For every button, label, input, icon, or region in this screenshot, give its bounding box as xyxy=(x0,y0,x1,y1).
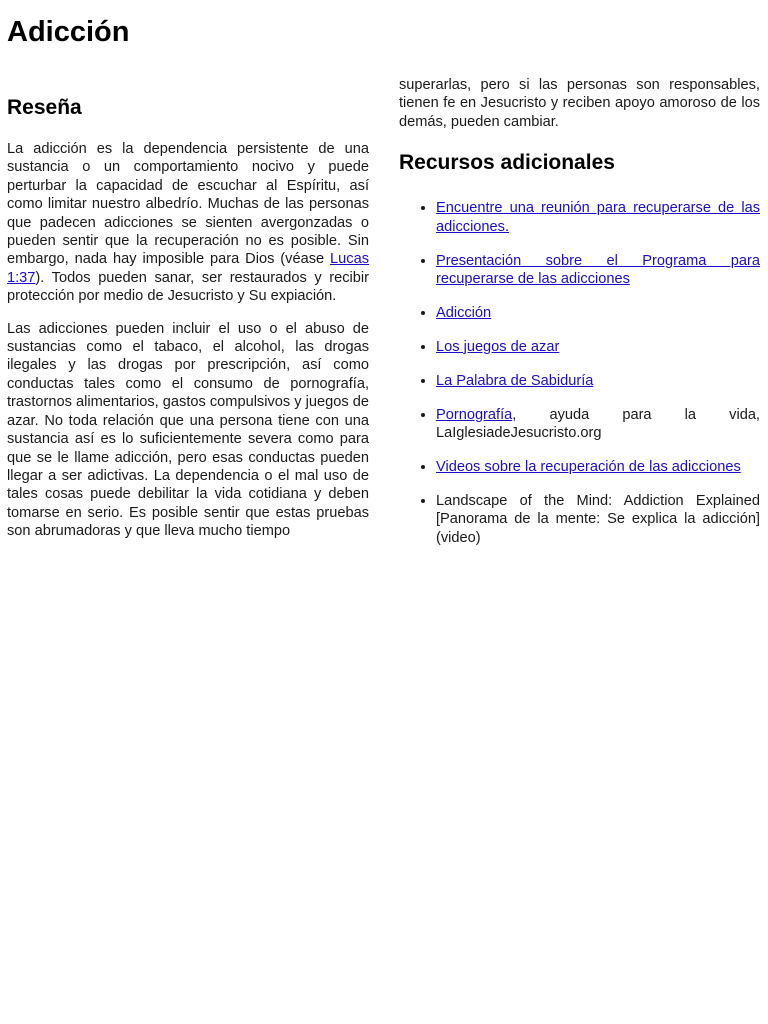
resource-link-program-presentation[interactable]: Presentación sobre el Programa para recuperarse de las adicciones xyxy=(436,252,760,287)
overview-heading: Reseña xyxy=(7,96,82,119)
scripture-link-lucas-1-37[interactable]: Lucas 1:37 xyxy=(7,251,369,286)
resource-link-find-meeting[interactable]: Encuentre una reunión para recuperarse de las adicciones. xyxy=(436,200,760,235)
resource-link-addiction[interactable]: Adicción xyxy=(436,304,492,321)
list-item xyxy=(436,304,760,322)
resource-link-word-of-wisdom[interactable]: La Palabra de Sabiduría xyxy=(436,372,594,389)
list-item xyxy=(436,252,760,289)
resources-list xyxy=(399,199,760,547)
list-item xyxy=(436,199,760,236)
page-title: Adicción xyxy=(7,16,130,48)
list-item xyxy=(436,492,760,547)
left-column xyxy=(7,96,369,541)
resources-heading: Recursos adicionales xyxy=(399,151,615,175)
overview-p1-text: La adicción es la dependencia persistente de una sustancia o un comportamiento nocivo y puede perturbar la capacidad de escuchar al Espíritu, así como limitar nuestro albedrío. Muchas de las personas que padecen adicciones se sienten avergonzadas o pueden sentir que la recuperación no es posible. Sin embargo, nada hay imposible para Dios (véase xyxy=(7,141,369,268)
resource-link-pornography[interactable]: Pornografía xyxy=(436,406,513,423)
resource-text-landscape-of-mind: Landscape of the Mind: Addiction Explained [Panorama de la mente: Se explica la adicción] (video) xyxy=(436,492,760,546)
list-item xyxy=(436,458,760,476)
right-column xyxy=(399,76,760,563)
overview-paragraph-1 xyxy=(7,140,369,306)
resource-text-pornography-suffix: , ayuda para la vida, LaIglesiadeJesucristo.org xyxy=(436,406,760,441)
overview-p1-text-end: ). Todos pueden sanar, ser restaurados y recibir protección por medio de Jesucristo y Su expiación. xyxy=(7,269,369,305)
overview-paragraph-2-continued: superarlas, pero si las personas son responsables, tienen fe en Jesucristo y reciben apoyo amoroso de los demás, pueden cambiar. xyxy=(399,77,760,130)
list-item xyxy=(436,338,760,356)
list-item xyxy=(436,372,760,390)
resource-link-gambling[interactable]: Los juegos de azar xyxy=(436,338,560,355)
overview-paragraph-2: Las adicciones pueden incluir el uso o el abuso de sustancias como el tabaco, el alcohol, las drogas ilegales y las drogas por prescripción, así como conductas tales como el consumo de pornografía, trastornos alimentarios, gastos compulsivos y juegos de azar. No toda relación que una persona tiene con una sustancia así es lo suficientemente severa como para que se le llame adicción, pero esas conductas pueden llegar a ser adictivas. La dependencia o el mal uso de tales cosas puede debilitar la vida cotidiana y deben tomarse en serio. Es posible sentir que estas pruebas son abrumadoras y que lleva mucho tiempo xyxy=(7,320,369,540)
resource-link-recovery-videos[interactable]: Videos sobre la recuperación de las adicciones xyxy=(436,458,741,475)
list-item xyxy=(436,406,760,443)
